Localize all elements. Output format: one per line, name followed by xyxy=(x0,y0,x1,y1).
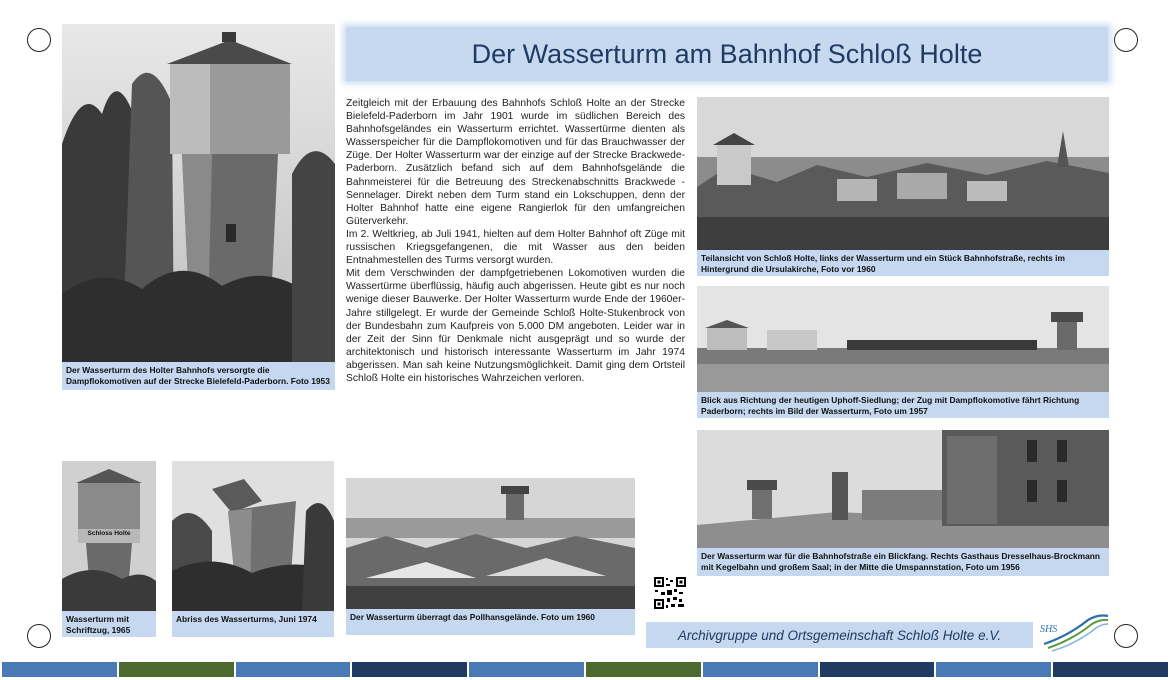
stripe-segment xyxy=(586,662,701,677)
stripe-segment xyxy=(469,662,584,677)
stripe-segment xyxy=(1053,662,1168,677)
article-body xyxy=(346,97,685,385)
caption-schriftzug: Wasserturm mit Schriftzug, 1965 xyxy=(62,611,156,637)
photo-schriftzug xyxy=(62,461,156,611)
caption-abriss: Abriss des Wasserturms, Juni 1974 xyxy=(172,611,334,637)
caption-teilansicht: Teilansicht von Schloß Holte, links der Wasserturm und ein Stück Bahnhofstraße, rechts im Hintergrund die Ursulakirche, Foto vor 1960 xyxy=(697,250,1109,276)
hole-bottom-right xyxy=(1114,624,1138,648)
photo-bahnhofstrasse xyxy=(697,430,1109,548)
paragraph-2: Im 2. Weltkrieg, ab Juli 1941, hielten auf dem Holter Bahnhof oft Züge mit russischen Kriegsgefangenen, die mit Wasser aus den beiden Entnahmestellen des Turms versorgt wurden. xyxy=(346,228,685,267)
paragraph-1: Zeitgleich mit der Erbauung des Bahnhofs Schloß Holte an der Strecke Bielefeld-Paderborn im Jahr 1901 wurde im südlichen Bereich des Bahnhofsgeländes ein Wasserturm errichtet. Wassertürme dienten als Wasserspeicher für die Dampflokomotiven und für das Brauchwasser der Züge. Der Holter Wasserturm war der einzige auf der Strecke Brackwede-Paderborn. Zusätzlich befand sich auf dem Bahnhofsgelände die Bahnmeisterei für die Betreuung des Streckenabschnitts Brackwede - Sennelager. Direkt neben dem Turm stand ein Lokschuppen, denn der Holter Bahnhof hatte eine eigene Rangierlok für den umfangreichen Güterverkehr. xyxy=(346,98,685,227)
photo-teilansicht xyxy=(697,97,1109,250)
title-banner xyxy=(346,27,1108,81)
stripe-segment xyxy=(2,662,117,677)
caption-bahnhofstrasse: Der Wasserturm war für die Bahnhofstraße ein Blickfang. Rechts Gasthaus Dresselhaus-Brockmann mit Kegelbahn und großem Saal; in der Mitte die Umspannstation, Foto um 1956 xyxy=(697,548,1109,576)
photo-abriss xyxy=(172,461,334,611)
hole-top-left xyxy=(27,28,51,52)
photo-uphoff xyxy=(697,286,1109,392)
stripe-segment xyxy=(820,662,935,677)
footer-organization: Archivgruppe und Ortsgemeinschaft Schloß Holte e.V. xyxy=(677,627,1002,643)
tower-lettering: Schloss Holte xyxy=(87,530,131,537)
caption-uphoff: Blick aus Richtung der heutigen Uphoff-Siedlung; der Zug mit Dampflokomotive fährt Richtung Paderborn; rechts im Bild der Wasserturm, Foto um 1957 xyxy=(697,392,1109,418)
footer-banner xyxy=(646,622,1033,648)
photo-main-tower xyxy=(62,24,335,362)
stripe-segment xyxy=(703,662,818,677)
logo-text: SHS xyxy=(1040,624,1058,635)
caption-main-tower: Der Wasserturm des Holter Bahnhofs versorgte die Dampflokomotiven auf der Strecke Bielefeld-Paderborn. Foto 1953 xyxy=(62,362,335,390)
qr-code[interactable] xyxy=(653,576,687,610)
page-title: Der Wasserturm am Bahnhof Schloß Holte xyxy=(471,38,983,69)
hole-bottom-left xyxy=(27,624,51,648)
paragraph-3: Mit dem Verschwinden der dampfgetriebenen Lokomotiven wurden die Wassertürme überflüssig, häufig auch abgerissen. Heute gibt es nur noch wenige dieser Bauwerke. Der Holter Wasserturm wurde Ende der 1960er-Jahre stillgelegt. Er wurde der Gemeinde Schloß Holte-Stukenbrock von der Bundesbahn zum Kaufpreis von 5.000 DM angeboten. Leider war in der Zeit der Sinn für Denkmale nicht ausgeprägt und so wurde der architektonisch und historisch interessante Wasserturm im Jahr 1974 abgerissen. Man sah keine Nutzungsmöglichkeit. Damit ging dem Ortsteil Schloß Holte ein historisches Wahrzeichen verloren. xyxy=(346,268,685,384)
stripe-segment xyxy=(236,662,351,677)
stripe-segment xyxy=(936,662,1051,677)
stripe-segment xyxy=(352,662,467,677)
hole-top-right xyxy=(1114,28,1138,52)
shs-logo xyxy=(1038,614,1110,652)
photo-pollhans xyxy=(346,478,635,609)
caption-pollhans: Der Wasserturm überragt das Pollhansgelände. Foto um 1960 xyxy=(346,609,635,635)
stripe-segment xyxy=(119,662,234,677)
